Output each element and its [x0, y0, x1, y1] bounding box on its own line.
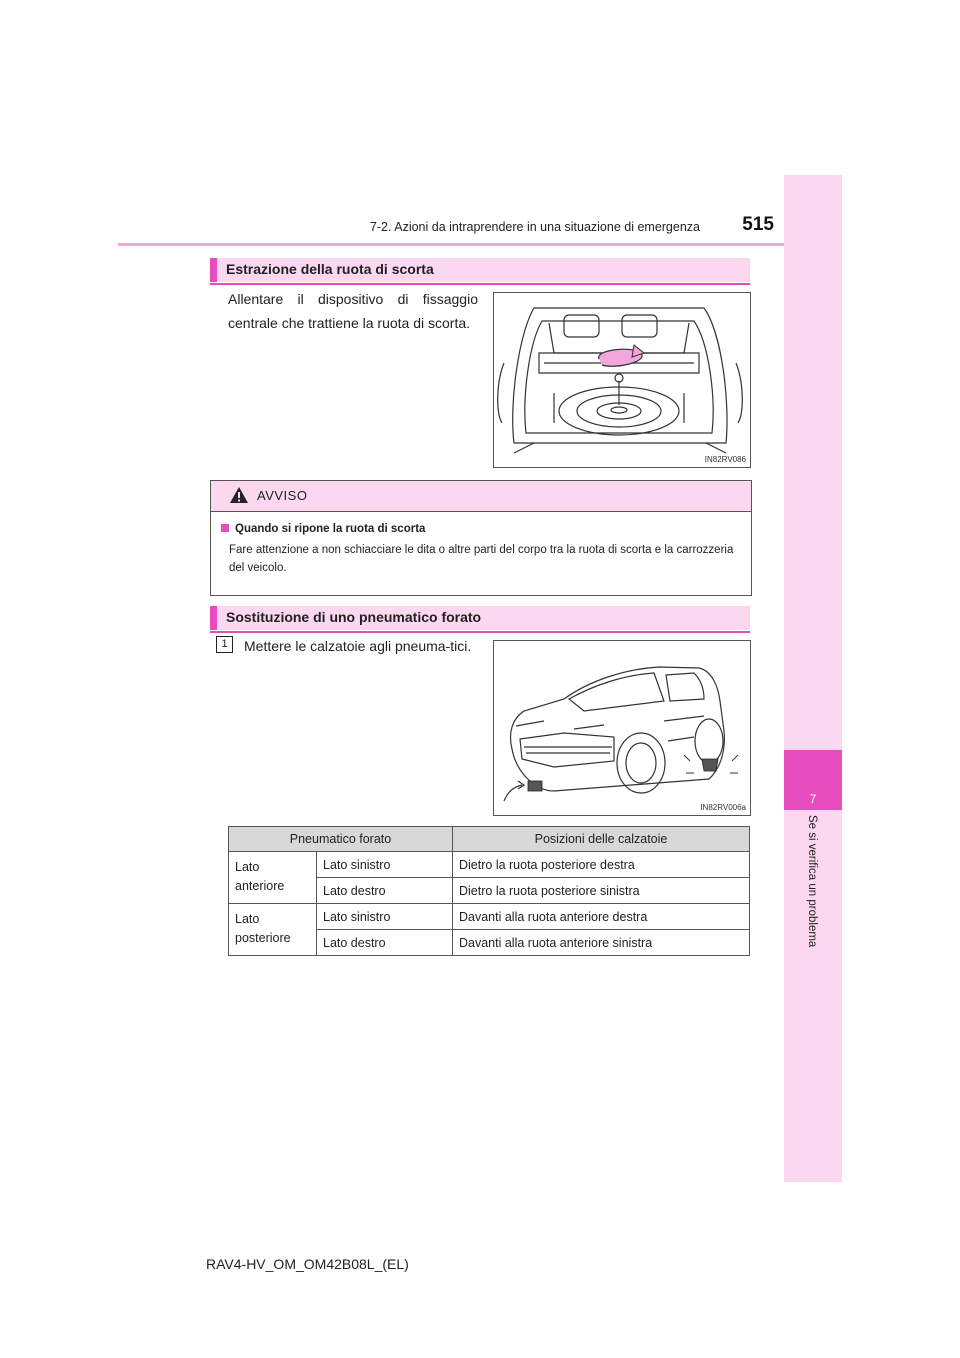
table-cell-side: Lato destro	[317, 930, 453, 956]
table-cell-side: Lato sinistro	[317, 904, 453, 930]
table-header-row	[229, 827, 750, 852]
figure-code: IN82RV086	[704, 455, 746, 464]
table-cell-position: Dietro la ruota posteriore destra	[453, 852, 750, 878]
table-row	[229, 904, 750, 930]
table-cell-position: Davanti alla ruota anteriore destra	[453, 904, 750, 930]
warning-subtitle	[221, 523, 425, 535]
step-number: 1	[216, 636, 233, 653]
section-bar-spare-wheel	[210, 258, 750, 282]
figure-code: IN82RV006a	[700, 803, 746, 812]
table-cell-side: Lato sinistro	[317, 852, 453, 878]
warning-subtitle-text: Quando si ripone la ruota di scorta	[235, 523, 426, 535]
section-title-flat-tire: Sostituzione di uno pneumatico forato	[226, 609, 482, 625]
table-cell-position: Dietro la ruota posteriore sinistra	[453, 878, 750, 904]
header-rule	[118, 243, 842, 246]
car-illustration	[494, 641, 750, 815]
table-header: Posizioni delle calzatoie	[453, 827, 750, 852]
document-code: RAV4-HV_OM_OM42B08L_(EL)	[206, 1256, 409, 1272]
section-header: 7-2. Azioni da intraprendere in una situazione di emergenza	[369, 220, 700, 234]
chapter-number: 7	[809, 792, 817, 806]
table-row	[229, 852, 750, 878]
table-cell-position: Davanti alla ruota anteriore sinistra	[453, 930, 750, 956]
warning-triangle-icon	[229, 486, 249, 504]
indicator-arrow-icon	[504, 781, 524, 801]
table-cell-side: Lato destro	[317, 878, 453, 904]
warning-header	[211, 481, 751, 512]
section-title-spare-wheel: Estrazione della ruota di scorta	[226, 261, 434, 277]
table-group-label: Lato anteriore	[229, 852, 317, 904]
warning-box	[210, 480, 752, 596]
trunk-illustration	[494, 293, 750, 467]
figure-trunk-spare-wheel	[493, 292, 751, 468]
table-header: Pneumatico forato	[229, 827, 453, 852]
wheel-chock-table	[228, 826, 750, 956]
section-bar-flat-tire	[210, 606, 750, 630]
square-bullet-icon	[221, 524, 229, 532]
chapter-title-text: Se si verifica un problema	[806, 815, 818, 948]
warning-title: AVVISO	[257, 488, 308, 503]
table-group-label: Lato posteriore	[229, 904, 317, 956]
figure-car-wheel-chocks	[493, 640, 751, 816]
step-text: Mettere le calzatoie agli pneuma-tici.	[244, 638, 472, 654]
chapter-title	[806, 815, 820, 1045]
page-number: 515	[742, 214, 774, 235]
instruction-text-spare-wheel: Allentare il dispositivo di fissaggio centrale che trattiene la ruota di scorta.	[228, 291, 478, 331]
warning-body: Fare attenzione a non schiacciare le dita o altre parti del corpo tra la ruota di scorta e la carrozzeria del veicolo.	[229, 544, 734, 574]
